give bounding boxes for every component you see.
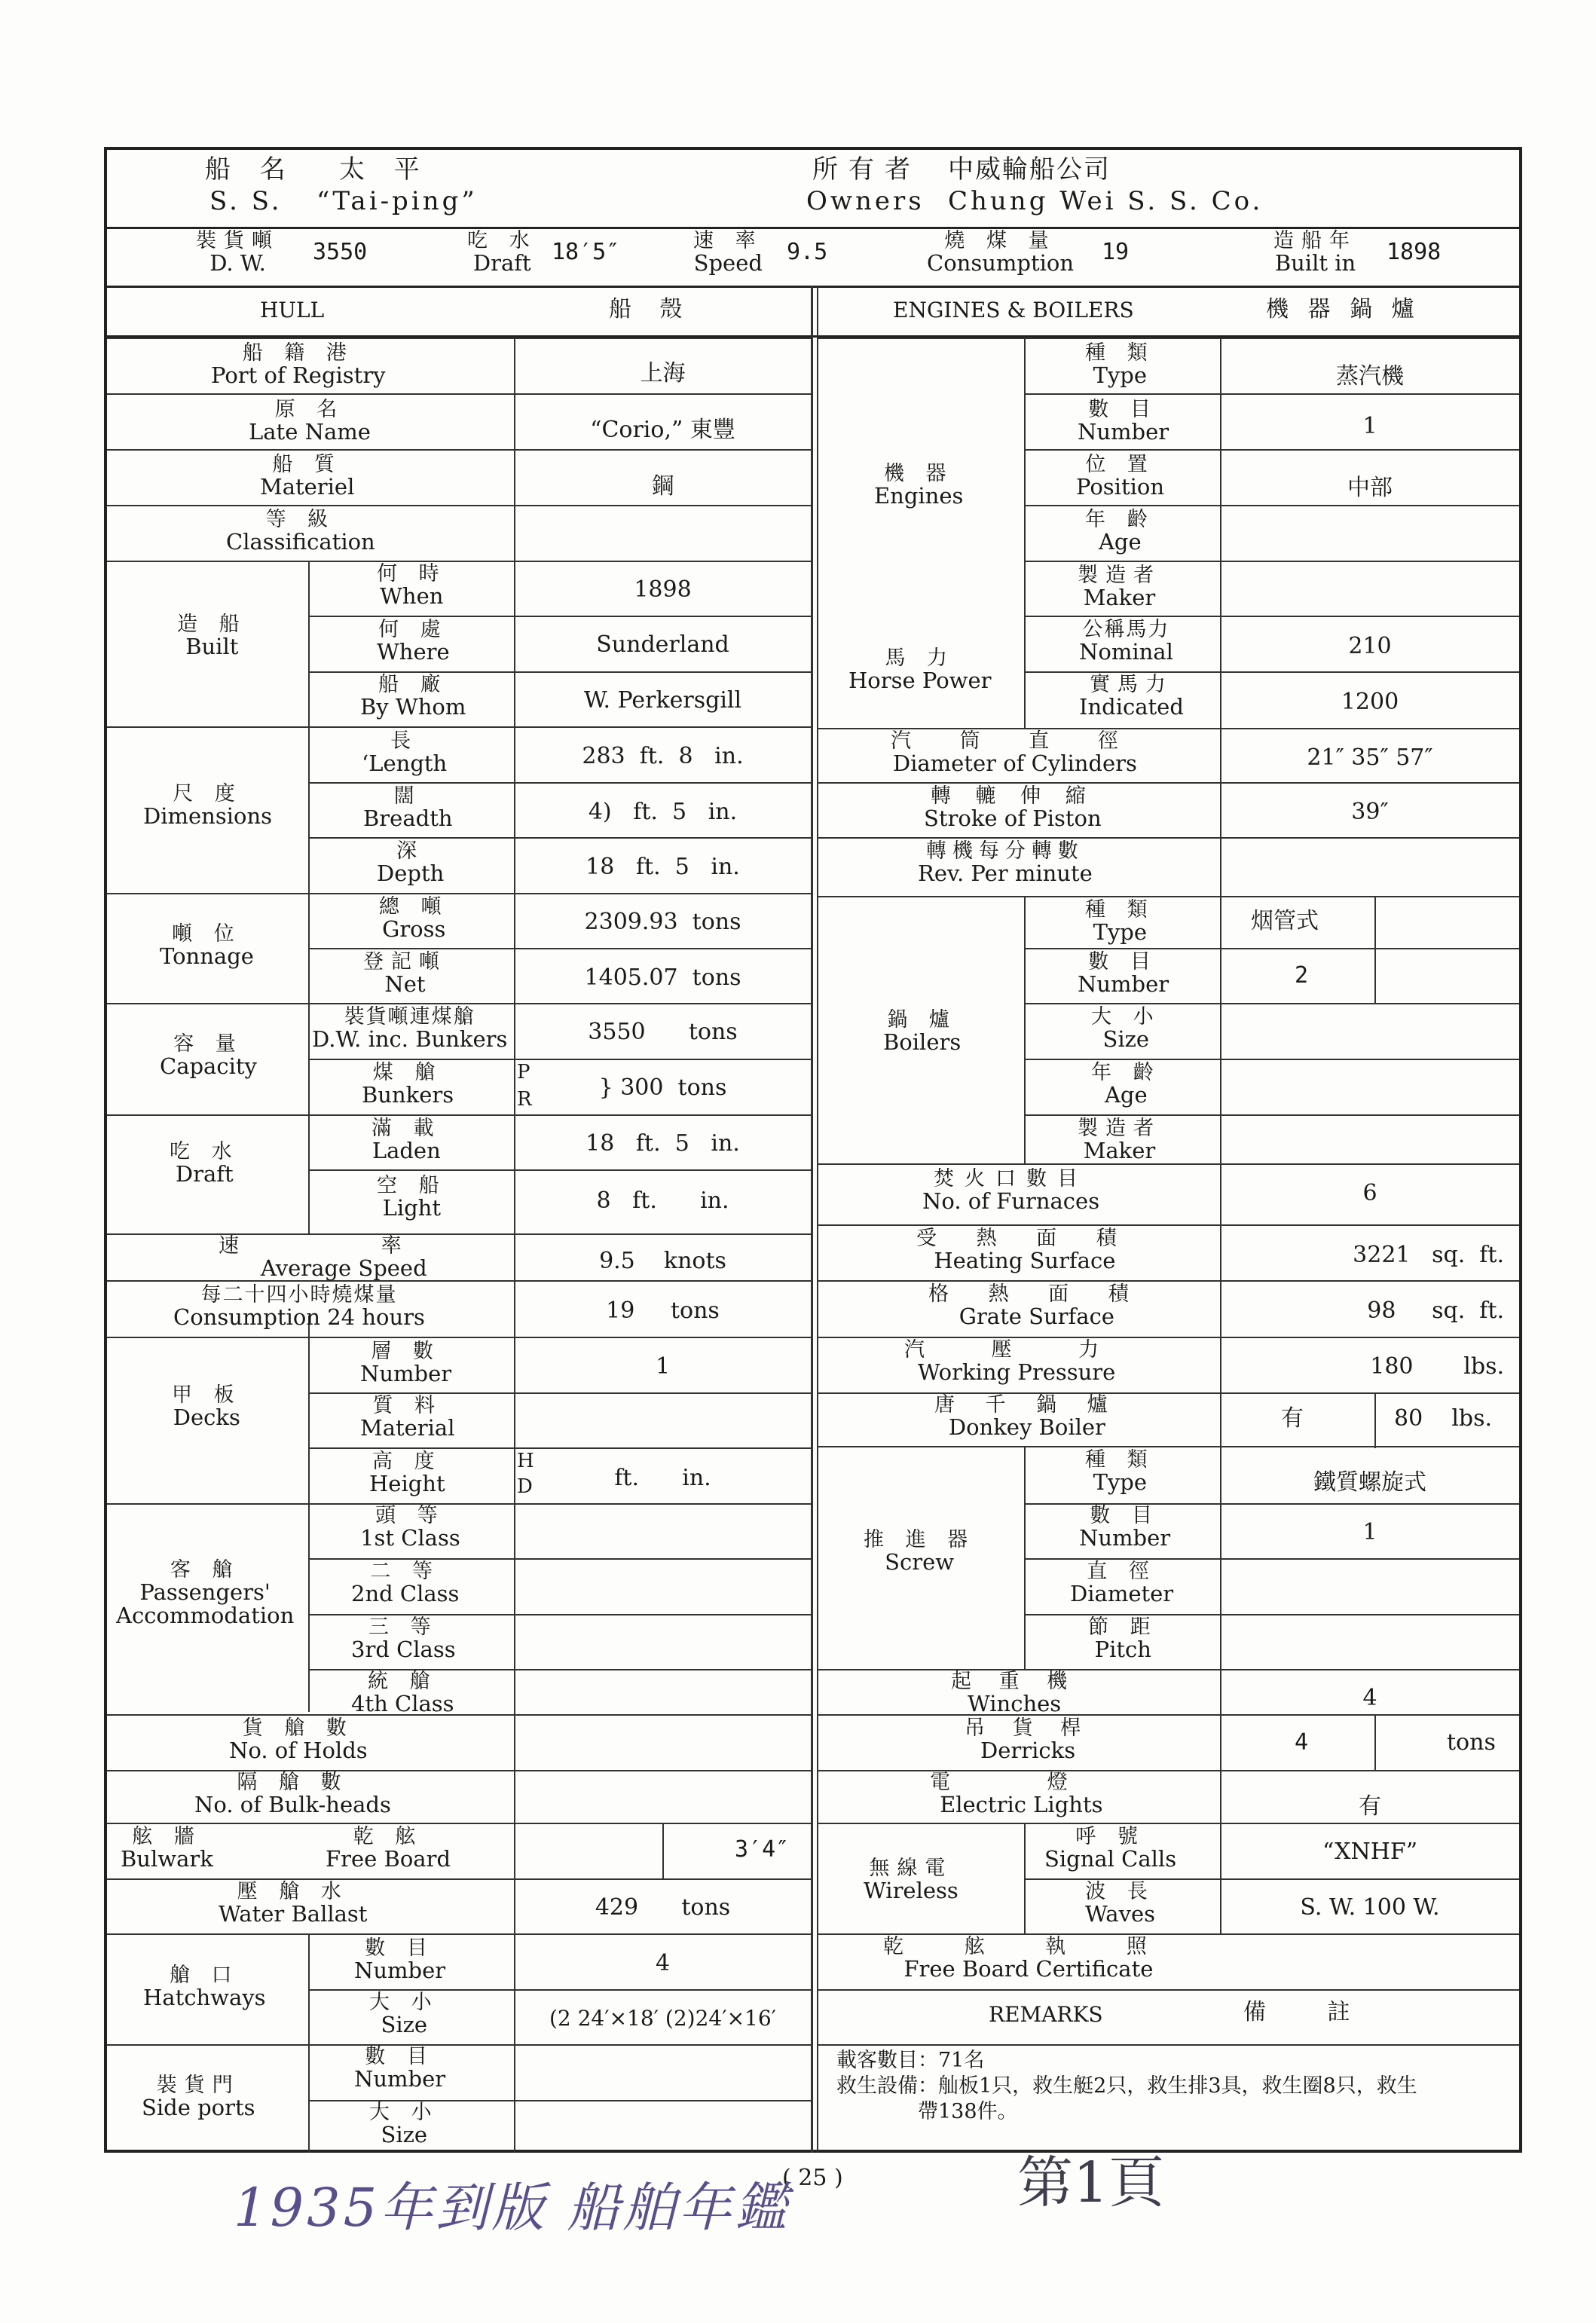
remarks-line-1: 載客數目：71名	[836, 2049, 985, 2072]
water-ballast-value: 429 tons	[595, 1894, 731, 1921]
grate-surface-label: 格 熱 面 積 Grate Surface	[928, 1282, 1145, 1330]
boiler-number-label: 數 目 Number	[1078, 950, 1169, 998]
cylinders-value: 21″ 35″ 57″	[1307, 744, 1433, 771]
length-label: 長 ‘Length	[362, 729, 448, 777]
free-board-cert-label: 乾 舷 執 照 Free Board Certificate	[883, 1935, 1174, 1982]
ship-name-en-label: S. S.	[209, 186, 283, 216]
cylinders-label: 汽 筒 直 徑 Diameter of Cylinders	[891, 729, 1139, 777]
where-value: Sunderland	[596, 631, 729, 658]
engines-section-title-zh: 機 器 鍋 爐	[1266, 296, 1420, 322]
hatch-number-value: 4	[655, 1950, 671, 1976]
remarks-text	[836, 2048, 1417, 2124]
boiler-maker-label: 製造者 Maker	[1078, 1117, 1161, 1164]
bulwark-label: 舷 牆 Bulwark	[121, 1825, 213, 1872]
class2-label: 二 等 2nd Class	[351, 1560, 460, 1607]
engines-label: 機 器 Engines	[874, 462, 964, 509]
boiler-type-value: 烟管式	[1251, 908, 1319, 934]
eng-position-value: 中部	[1347, 475, 1393, 501]
bunkers-value: } 300 tons	[598, 1074, 727, 1101]
light-value: 8 ft. in.	[596, 1187, 729, 1214]
boiler-size-label: 大 小 Size	[1091, 1005, 1161, 1053]
built-label: 造 船 Built	[177, 613, 247, 660]
breadth-value: 4) ft. 5 in.	[588, 799, 738, 825]
deck-height-h: H	[517, 1450, 534, 1472]
free-board-value: 3′4″	[735, 1836, 790, 1863]
boiler-type-label: 種 類 Type	[1085, 898, 1155, 946]
working-pressure-value: 180 lbs.	[1370, 1353, 1504, 1380]
gross-value: 2309.93 tons	[584, 909, 741, 935]
bunkers-r: R	[517, 1088, 532, 1111]
derricks-label: 吊 貨 桿 Derricks	[965, 1716, 1092, 1764]
eng-age-label: 年 齡 Age	[1085, 508, 1155, 555]
owner-en-label: Owners	[806, 186, 925, 216]
hull-section-title-zh: 船 殼	[609, 296, 693, 322]
water-ballast-label: 壓 艙 水 Water Ballast	[219, 1880, 368, 1927]
boiler-number-value: 2	[1295, 962, 1309, 989]
screw-number-value: 1	[1362, 1519, 1377, 1545]
passengers-label: 客 艙 Passengers' Accommodation	[116, 1558, 295, 1628]
boiler-age-label: 年 齡 Age	[1091, 1061, 1161, 1108]
materiel-label: 船 質 Materiel	[260, 453, 355, 500]
free-board-label: 乾 舷 Free Board	[326, 1825, 451, 1872]
side-size-label: 大 小 Size	[369, 2101, 439, 2148]
remarks-title-zh: 備 註	[1243, 1999, 1377, 2025]
classification-label: 等 級 Classification	[226, 508, 375, 555]
deck-height-d: D	[517, 1475, 533, 1498]
remarks-line-2: 救生設備：舢板1只，救生艇2只，救生排3具，救生圈8只，救生	[836, 2074, 1417, 2098]
ship-name-en: “Tai-ping”	[316, 186, 478, 216]
hatch-size-value: (2 24′×18′ (2)24′×16′	[549, 2006, 777, 2031]
late-name-label: 原 名 Late Name	[249, 398, 371, 445]
header-consumption-label: 燒 煤 量 Consumption	[927, 229, 1075, 277]
remarks-title: REMARKS	[989, 2002, 1103, 2027]
eng-type-value: 蒸汽機	[1336, 363, 1404, 390]
by-whom-label: 船 廠 By Whom	[360, 673, 466, 720]
screw-type-label: 種 類 Type	[1085, 1448, 1155, 1496]
bulkheads-label: 隔 艙 數 No. of Bulk-heads	[194, 1771, 391, 1818]
center-divider-2	[817, 286, 818, 2153]
electric-lights-label: 電 燈 Electric Lights	[930, 1771, 1113, 1818]
waves-label: 波 長 Waves	[1085, 1880, 1156, 1927]
eng-type-label: 種 類 Type	[1085, 341, 1155, 389]
length-value: 283 ft. 8 in.	[582, 743, 744, 769]
net-label: 登記噸 Net	[363, 950, 447, 998]
handwritten-note-2: 第1頁	[1017, 2150, 1165, 2215]
boilers-label: 鍋 爐 Boilers	[883, 1008, 962, 1056]
hatchways-label: 艙 口 Hatchways	[143, 1964, 266, 2011]
laden-label: 滿 載 Laden	[371, 1117, 442, 1164]
port-label: 船 籍 港 Port of Registry	[211, 341, 386, 389]
decks-label: 甲 板 Decks	[172, 1383, 242, 1431]
avg-speed-label: 速 率 Average Speed	[219, 1234, 469, 1282]
nominal-label: 公稱馬力 Nominal	[1079, 618, 1173, 665]
screw-pitch-label: 節 距 Pitch	[1088, 1615, 1158, 1663]
breadth-label: 闊 Breadth	[363, 784, 453, 832]
furnaces-value: 6	[1362, 1180, 1377, 1206]
working-pressure-label: 汽 壓 力 Working Pressure	[904, 1338, 1130, 1386]
owner-zh: 中威輪船公司	[948, 154, 1111, 185]
eng-position-label: 位 置 Position	[1076, 453, 1165, 500]
header-built-value: 1898	[1387, 239, 1442, 265]
header-draft-value: 18′5″	[552, 239, 620, 265]
owner-en: Chung Wei S. S. Co.	[948, 186, 1264, 216]
screw-label: 推 進 器 Screw	[864, 1528, 976, 1576]
materiel-value: 鋼	[651, 473, 674, 500]
screw-type-value: 鐵質螺旋式	[1313, 1469, 1426, 1496]
donkey-boiler-value2: 80 lbs.	[1394, 1405, 1493, 1432]
class3-label: 三 等 3rd Class	[351, 1615, 456, 1663]
furnaces-label: 焚火口數目 No. of Furnaces	[922, 1167, 1100, 1215]
nominal-value: 210	[1348, 633, 1392, 659]
side-number-label: 數 目 Number	[354, 2045, 446, 2092]
header-speed-value: 9.5	[787, 239, 828, 265]
class4-label: 統 艙 4th Class	[351, 1670, 454, 1717]
ship-name-zh: 太 平	[339, 154, 430, 185]
signal-calls-label: 呼 號 Signal Calls	[1044, 1825, 1177, 1872]
deck-height-label: 高 度 Height	[369, 1450, 445, 1497]
when-label: 何 時 When	[377, 562, 447, 610]
deck-number-value: 1	[655, 1353, 671, 1380]
header-draft-label: 吃 水 Draft	[467, 229, 537, 277]
dimensions-label: 尺 度 Dimensions	[143, 782, 273, 830]
header-dw-value: 3550	[313, 239, 368, 265]
engines-section-title: ENGINES & BOILERS	[893, 298, 1134, 322]
gross-label: 總 噸 Gross	[379, 895, 449, 943]
avg-speed-value: 9.5 knots	[599, 1248, 726, 1274]
draft-label: 吃 水 Draft	[170, 1140, 240, 1187]
eng-number-label: 數 目 Number	[1078, 398, 1169, 445]
header-speed-label: 速 率 Speed	[693, 229, 763, 277]
bunkers-p: P	[517, 1061, 530, 1084]
hatch-number-label: 數 目 Number	[354, 1936, 446, 1984]
dw-bunkers-value: 3550 tons	[588, 1019, 738, 1045]
screw-number-label: 數 目 Number	[1079, 1504, 1171, 1551]
rev-label: 轉機每分轉數 Rev. Per minute	[918, 839, 1093, 887]
wireless-label: 無線電 Wireless	[864, 1857, 959, 1904]
indicated-label: 實馬力 Indicated	[1079, 673, 1184, 720]
depth-value: 18 ft. 5 in.	[586, 854, 740, 880]
derricks-value: 4	[1295, 1729, 1309, 1756]
header-built-label: 造船年 Built in	[1273, 229, 1357, 277]
remarks-line-3: 帶138件。	[918, 2099, 1018, 2123]
consumption24-label: 每二十四小時燒煤量 Consumption 24 hours	[173, 1283, 425, 1331]
light-label: 空 船 Light	[377, 1174, 447, 1221]
side-ports-label: 裝貨門 Side ports	[142, 2074, 255, 2121]
capacity-label: 容 量 Capacity	[160, 1032, 257, 1080]
donkey-boiler-label: 唐 千 鍋 爐 Donkey Boiler	[934, 1393, 1120, 1441]
center-divider	[811, 286, 813, 2153]
eng-maker-label: 製造者 Maker	[1078, 564, 1161, 611]
stroke-label: 轉 轆 伸 縮 Stroke of Piston	[924, 784, 1102, 832]
eng-number-value: 1	[1362, 413, 1377, 439]
header-dw-label: 裝貨噸 D. W.	[196, 229, 280, 277]
horse-power-label: 馬 力 Horse Power	[848, 646, 992, 694]
heating-surface-label: 受 熱 面 積 Heating Surface	[916, 1227, 1133, 1274]
electric-lights-value: 有	[1359, 1793, 1381, 1820]
grate-surface-value: 98 sq. ft.	[1367, 1298, 1504, 1324]
header-consumption-value: 19	[1102, 239, 1130, 265]
laden-value: 18 ft. 5 in.	[586, 1130, 740, 1157]
donkey-boiler-value1: 有	[1281, 1405, 1304, 1432]
signal-calls-value: “XNHF”	[1322, 1839, 1418, 1865]
by-whom-value: W. Perkersgill	[583, 687, 742, 714]
hatch-size-label: 大 小 Size	[369, 1991, 439, 2038]
heating-surface-value: 3221 sq. ft.	[1353, 1242, 1504, 1268]
net-value: 1405.07 tons	[584, 964, 741, 991]
consumption24-value: 19 tons	[606, 1298, 720, 1324]
deck-number-label: 層 數 Number	[360, 1340, 452, 1387]
bunkers-label: 煤 艙 Bunkers	[362, 1061, 454, 1108]
dw-bunkers-label: 裝貨噸連煤艙 D.W. inc. Bunkers	[312, 1005, 508, 1053]
winches-value: 4	[1362, 1685, 1377, 1711]
holds-label: 貨 艙 數 No. of Holds	[229, 1716, 368, 1764]
deck-height-value: ft. in.	[614, 1465, 711, 1491]
when-value: 1898	[634, 576, 692, 603]
late-name-value: “Corio,” 東豐	[590, 417, 735, 443]
tonnage-label: 噸 位 Tonnage	[160, 922, 254, 970]
class1-label: 頭 等 1st Class	[360, 1504, 460, 1551]
indicated-value: 1200	[1341, 689, 1399, 715]
port-value: 上海	[640, 360, 686, 387]
depth-label: 深 Depth	[377, 839, 445, 887]
handwritten-note: 1935年到版 船舶年鑑	[234, 2177, 790, 2239]
winches-label: 起 重 機 Winches	[951, 1670, 1078, 1717]
screw-diameter-label: 直 徑 Diameter	[1070, 1560, 1174, 1607]
page-number: ( 25 )	[782, 2165, 843, 2191]
deck-material-label: 質 料 Material	[360, 1394, 455, 1441]
derricks-unit: tons	[1447, 1729, 1496, 1756]
ship-name-zh-label: 船 名	[205, 154, 296, 185]
owner-zh-label: 所有者	[812, 154, 921, 185]
hull-section-title: HULL	[260, 298, 325, 322]
waves-value: S. W. 100 W.	[1300, 1894, 1440, 1921]
stroke-value: 39″	[1351, 799, 1389, 825]
where-label: 何 處 Where	[377, 618, 450, 665]
